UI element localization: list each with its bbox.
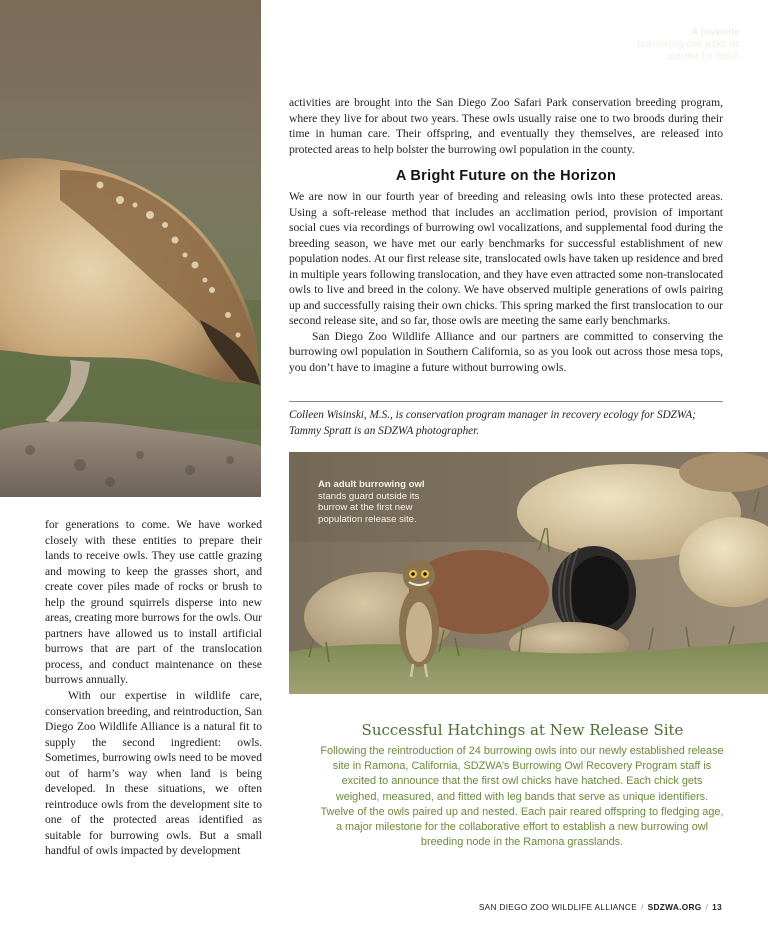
footer-separator: / xyxy=(705,902,709,912)
photo-caption-adult xyxy=(318,479,446,525)
sidebar-body: Following the reintroduction of 24 burrowing owls into our newly established release site in Ramona, California, SDZWA’s Burrowing Owl Recovery Program staff is excited to announce that the first owl chicks have hatched. Each chick gets weighed, measured, and fitted with leg bands that serve as unique identifiers. Twelve of the owls paired up and nested. Each pair reared offspring to fledging age, a major milestone for the collaborative effort to establish a new burrowing owl breeding node in the Ramona grasslands. xyxy=(320,745,724,849)
divider xyxy=(289,401,723,402)
caption-text: stands guard outside its burrow at the first new population release site. xyxy=(318,490,420,525)
paragraph: We are now in our fourth year of breeding and releasing owls into these protected areas. Using a soft-release method that includes an acclimation period, provision of important social cues via recordings of burrowing owl vocalizations, and supplemental food during the breeding season, we have met our early benchmarks for successful establishment of new population nodes. At our first release site, translocated owls have taken up residence and bred in multiple years following translocation, and they have even attracted some non-translocated owls to live and breed in the colony. We have observed multiple generations of owls pairing up and successfully raising their own chicks. This spring marked the first translocation to our second release site, and so far, those owls are meeting the same early benchmarks. xyxy=(289,190,723,328)
footer-separator: / xyxy=(641,902,644,912)
sidebar-title: Successful Hatchings at New Release Site xyxy=(361,721,684,739)
article-left-column xyxy=(45,517,262,859)
caption-bold-text: A juvenile xyxy=(690,26,740,38)
article-paragraph-top xyxy=(289,95,723,157)
page-footer xyxy=(479,902,722,912)
caption-text: burrowing owl asks its parent for food. xyxy=(637,38,740,62)
footer-website-link[interactable]: SDZWA.ORG xyxy=(647,902,702,912)
photo-caption-juvenile xyxy=(620,26,740,62)
paragraph: activities are brought into the San Diego Zoo Safari Park conservation breeding program, where they live for about two years. These owls usually raise one to two broods during their time in human care. Their offspring, and eventually they themselves, are released into protected areas to help bolster the burrowing owl population in the county. xyxy=(289,96,723,156)
section-heading: A Bright Future on the Horizon xyxy=(395,168,617,184)
paragraph: With our expertise in wildlife care, conservation breeding, and reintroduction, San Diego Zoo Wildlife Alliance is a natural fit to supply the second ingredient: owls. Sometimes, burrowing owls need to be moved out of harm’s way when land is being developed. In these situations, we often reintroduce owls from the development site to one of the protected areas identified as suitable for burrowing owls. But a small handful of owls impacted by development xyxy=(45,689,262,858)
section-body xyxy=(289,189,723,376)
author-note: Colleen Wisinski, M.S., is conservation program manager in recovery ecology for SDZWA; Tammy Spratt is an SDZWA photographer. xyxy=(289,409,696,437)
footer-publisher: SAN DIEGO ZOO WILDLIFE ALLIANCE xyxy=(478,902,638,912)
paragraph: San Diego Zoo Wildlife Alliance and our partners are committed to conserving the burrowing owl population in Southern California, so as you look out across those mesa tops, you don’t have to imagine a future without burrowing owls. xyxy=(289,329,723,375)
photo-juvenile-owl xyxy=(0,0,261,497)
juvenile-owl-image xyxy=(0,0,261,497)
paragraph: for generations to come. We have worked closely with these entities to prepare their lands to receive owls. They use cattle grazing and mowing to keep the grasses short, and create cover piles made of rocks or brush to help the ground squirrels disperse into new areas, creating more burrows for the owls. Our partners have allowed us to install artificial burrows that are part of the translocation process, and conduct maintenance on these burrows annually. xyxy=(45,518,262,687)
page-number: 13 xyxy=(712,902,722,912)
caption-bold-text: An adult burrowing owl xyxy=(318,479,425,490)
